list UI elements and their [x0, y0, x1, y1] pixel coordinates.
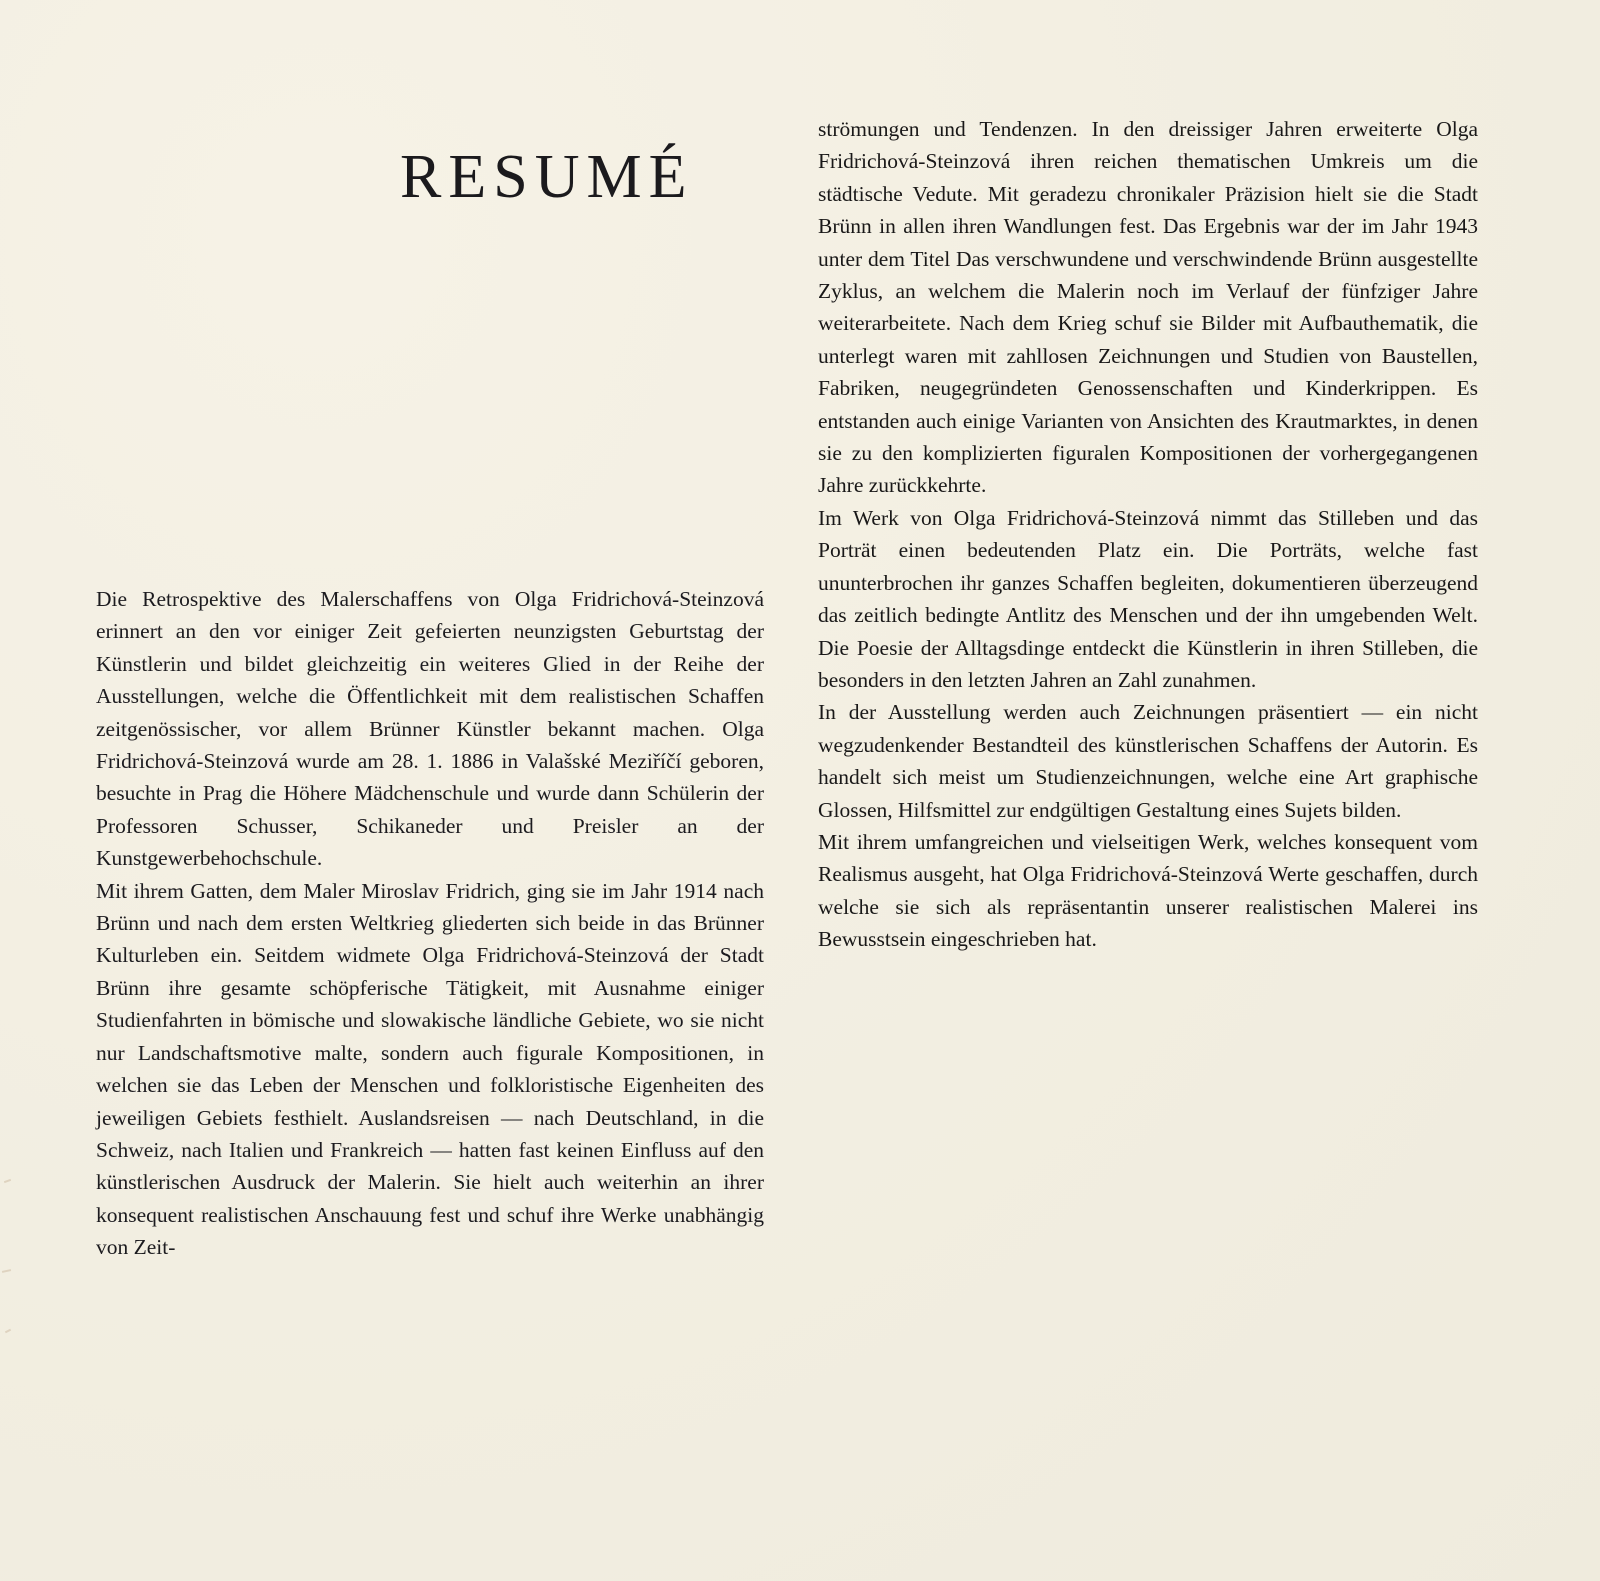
page-title: RESUMÉ	[400, 142, 694, 211]
paragraph: Mit ihrem Gatten, dem Maler Miroslav Fridrich, ging sie im Jahr 1914 nach Brünn und nach dem ersten Weltkrieg gliederten sich beide in das Brünner Kulturleben ein. Seitdem widmete Olga Fridrichová-Steinzová der Stadt Brünn ihre gesamte schöpferische Tätigkeit, mit Ausnahme einiger Studienfahrten in bömische und slowakische ländliche Gebiete, wo sie nicht nur Landschaftsmotive malte, sondern auch figurale Kompositionen, in welchen sie das Leben der Menschen und folkloristische Eigenheiten des jeweiligen Gebiets festhielt. Auslandsreisen — nach Deutschland, in die Schweiz, nach Italien und Frankreich — hatten fast keinen Einfluss auf den künstlerischen Ausdruck der Malerin. Sie hielt auch weiterhin an ihrer konsequent realistischen Anschauung fest und schuf ihre Werke unabhängig von Zeit-	[96, 878, 764, 1260]
paragraph: strömungen und Tendenzen. In den dreissiger Jahren erweiterte Olga Fridrichová-Steinzová ihren reichen thematischen Umkreis um die städtische Vedute. Mit geradezu chronikaler Präzision hielt sie die Stadt Brünn in allen ihren Wandlungen fest. Das Ergebnis war der im Jahr 1943 unter dem Titel Das verschwundene und verschwindende Brünn ausgestellte Zyklus, an welchem die Malerin noch im Verlauf der fünfziger Jahre weiterarbeitete. Nach dem Krieg schuf sie Bilder mit Aufbauthematik, die unterlegt waren mit zahllosen Zeichnungen und Studien von Baustellen, Fabriken, neugegründeten Genossenschaften und Kinderkrippen. Es entstanden auch einige Varianten von Ansichten des Krautmarktes, in denen sie zu den komplizierten figuralen Kompositionen der vorhergegangenen Jahre zurückkehrte.	[818, 117, 1478, 498]
paragraph: Die Retrospektive des Malerschaffens von Olga Fridrichová-Steinzová erinnert an den vor einiger Zeit gefeierten neunzigsten Geburtstag der Künstlerin und bildet gleichzeitig ein weiteres Glied in der Reihe der Ausstellungen, welche die Öffentlichkeit mit dem realistischen Schaffen zeitgenössischer, vor allem Brünner Künstler bekannt machen. Olga Fridrichová-Steinzová wurde am 28. 1. 1886 in Valašské Meziříčí geboren, besuchte in Prag die Höhere Mädchenschule und wurde dann Schülerin der Professoren Schusser, Schikaneder und Preisler an der Kunstgewerbehochschule.	[96, 587, 764, 871]
right-text-column	[818, 113, 1478, 956]
paragraph: Mit ihrem umfangreichen und vielseitigen Werk, welches konsequent vom Realismus ausgeht, hat Olga Fridrichová-Steinzová Werte geschaffen, durch welche sie sich als repräsentantin unserer realistischen Malerei ins Bewusstsein eingeschrieben hat.	[818, 829, 1478, 952]
paragraph: In der Ausstellung werden auch Zeichnungen präsentiert — ein nicht wegzudenkender Bestandteil des künstlerischen Schaffens der Autorin. Es handelt sich meist um Studienzeichnungen, welche eine Art graphische Glossen, Hilfsmittel zur endgültigen Gestaltung eines Sujets bilden.	[818, 700, 1478, 822]
paragraph: Im Werk von Olga Fridrichová-Steinzová nimmt das Stilleben und das Porträt einen bedeutenden Platz ein. Die Porträts, welche fast ununterbrochen ihr ganzes Schaffen begleiten, dokumentieren überzeugend das zeitlich bedingte Antlitz des Menschen und der ihn umgebenden Welt. Die Poesie der Alltagsdinge entdeckt die Künstlerin in ihren Stilleben, die besonders in den letzten Jahren an Zahl zunahmen.	[818, 505, 1478, 692]
left-text-column	[96, 583, 764, 1264]
page-edge-marks	[0, 1180, 14, 1380]
